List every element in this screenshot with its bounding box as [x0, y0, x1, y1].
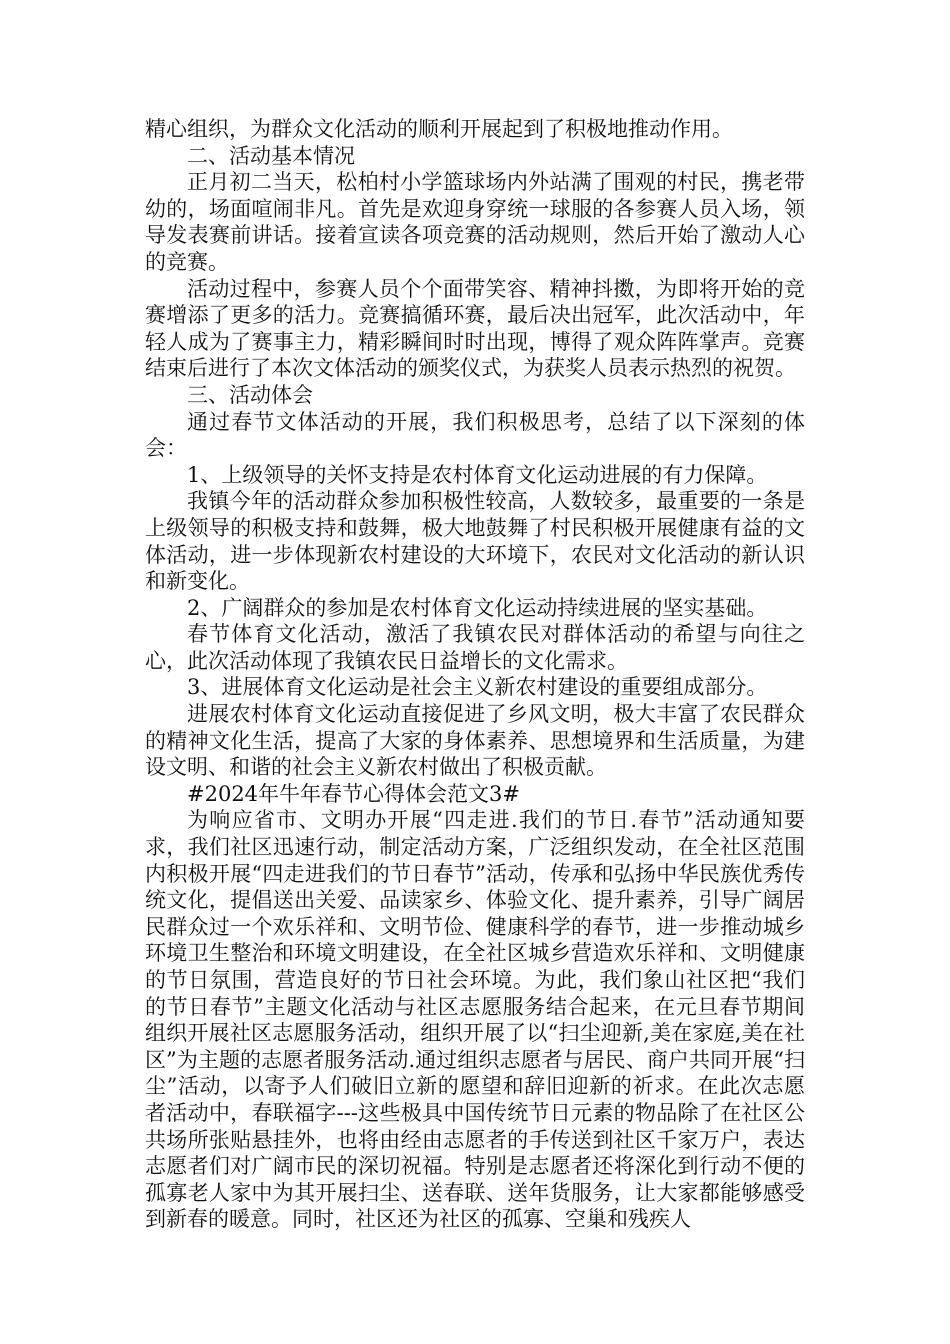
paragraph: 我镇今年的活动群众参加积极性较高，人数较多，最重要的一条是上级领导的积极支持和鼓舞，极大地鼓舞了村民积极开展健康有益的文体活动，进一步体现新农村建设的大环境下，农民对文化活动的新认识和新变化。 — [145, 489, 805, 594]
section-heading: 三、活动体会 — [187, 382, 313, 407]
paragraph: 为响应省市、文明办开展“四走进.我们的节日.春节”活动通知要求，我们社区迅速行动，制定活动方案，广泛组织发动，在全社区范围内积极开展“四走进我们的节日春节”活动，传承和弘扬中华民族优秀传统文化，提倡送出关爱、品读家乡、体验文化、提升素养，引导广阔居民群众过一个欢乐祥和、文明节俭、健康科学的春节，进一步推动城乡环境卫生整治和环境文明建设，在全社区城乡营造欢乐祥和、文明健康的节日氛围，营造良好的节日社会环境。为此，我们象山社区把“我们的节日春节”主题文化活动与社区志愿服务结合起来，在元旦春节期间组织开展社区志愿服务活动，组织开展了以“扫尘迎新,美在家庭,美在社区”为主题的志愿者服务活动.通过组织志愿者与居民、商户共同开展“扫尘”活动，以寄予人们破旧立新的愿望和辞旧迎新的祈求。在此次志愿者活动中，春联福字---这些极具中国传统节日元素的物品除了在社区公共场所张贴悬挂外，也将由经由志愿者的手传送到社区千家万户，表达志愿者们对广阔市民的深切祝福。特别是志愿者还将深化到行动不便的孤寡老人家中为其开展扫尘、送春联、送年货服务，让大家都能够感受到新春的暖意。同时，社区还为社区的孤寡、空巢和残疾人 — [145, 808, 805, 1232]
numbered-point: 1、上级领导的关怀支持是农村体育文化运动进展的有力保障。 — [187, 462, 768, 487]
paragraph: 通过春节文体活动的开展，我们积极思考，总结了以下深刻的体会： — [145, 409, 805, 461]
article-title: #2024年牛年春节心得体会范文3# — [187, 781, 520, 806]
paragraph: 春节体育文化活动，激活了我镇农民对群体活动的希望与向往之心，此次活动体现了我镇农民日益增长的文化需求。 — [145, 622, 805, 673]
numbered-point: 3、进展体育文化运动是社会主义新农村建设的重要组成部分。 — [187, 675, 768, 700]
paragraph: 正月初二当天，松柏村小学篮球场内外站满了围观的村民，携老带幼的，场面喧闹非凡。首先是欢迎身穿统一球服的各参赛人员入场，领导发表赛前讲话。接着宣读各项竞赛的活动规则，然后开始了激动人心的竞赛。 — [145, 170, 805, 274]
paragraph: 进展农村体育文化运动直接促进了乡风文明，极大丰富了农民群众的精神文化生活，提高了大家的身体素养、思想境界和生活质量，为建设文明、和谐的社会主义新农村做出了积极贡献。 — [145, 702, 805, 780]
section-heading: 二、活动基本情况 — [187, 143, 355, 168]
document-body — [145, 116, 805, 1233]
paragraph: 活动过程中，参赛人员个个面带笑容、精神抖擞，为即将开始的竞赛增添了更多的活力。竞赛搞循环赛，最后决出冠军，此次活动中，年轻人成为了赛事主力，精彩瞬间时时出现，博得了观众阵阵掌声。竞赛结束后进行了本次文体活动的颁奖仪式，为获奖人员表示热烈的祝贺。 — [145, 276, 805, 381]
numbered-point: 2、广阔群众的参加是农村体育文化运动持续进展的坚实基础。 — [187, 595, 768, 620]
paragraph: 精心组织，为群众文化活动的顺利开展起到了积极地推动作用。 — [145, 117, 733, 141]
